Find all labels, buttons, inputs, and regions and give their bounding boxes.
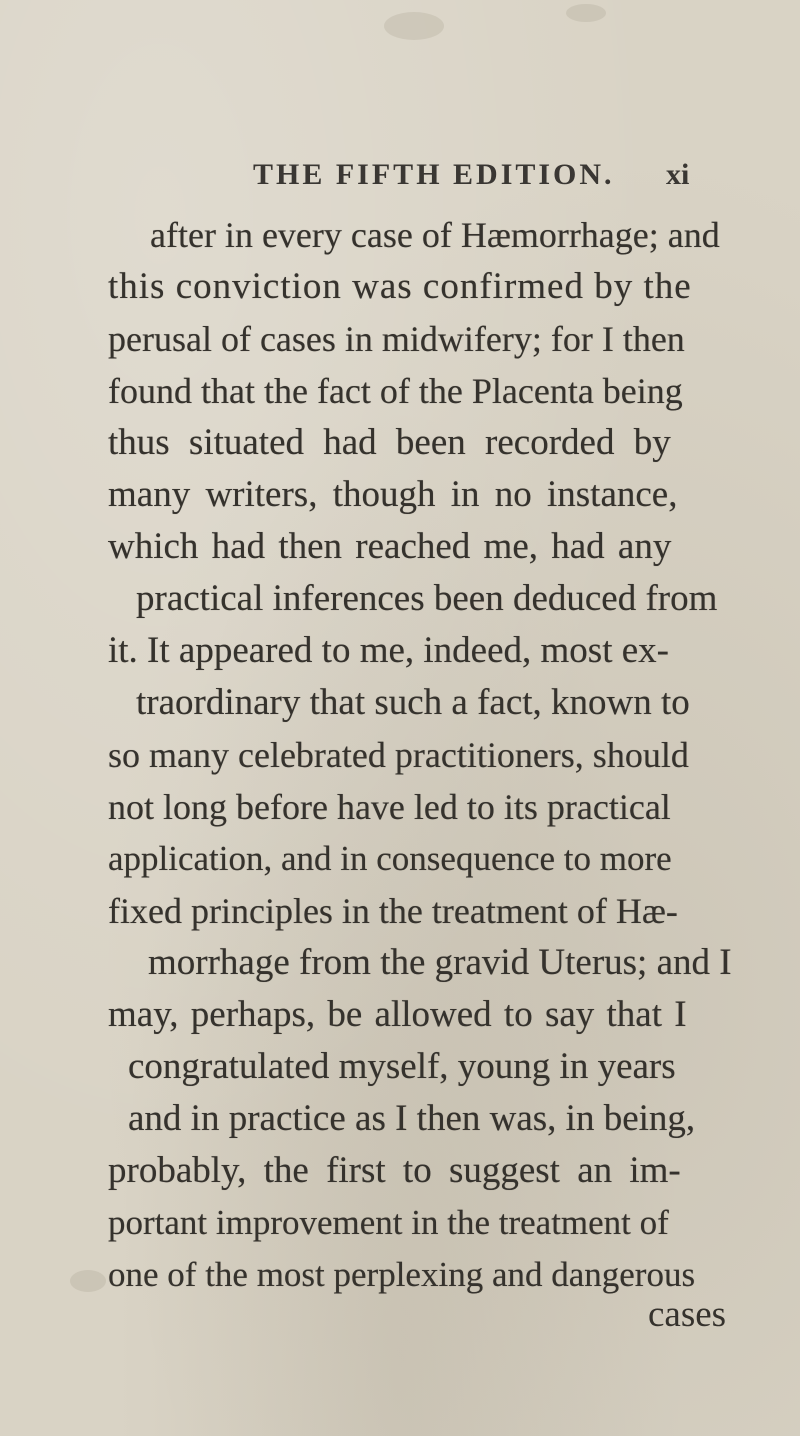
- catchword: cases: [648, 1294, 727, 1335]
- text-line: application, and in consequence to more: [108, 839, 672, 878]
- text-line: it. It appeared to me, indeed, most ex-: [108, 630, 669, 671]
- text-line: fixed principles in the treatment of Hæ-: [108, 891, 678, 931]
- text-line: many writers, though in no instance,: [108, 474, 678, 515]
- text-line: portant improvement in the treatment of: [108, 1203, 669, 1242]
- text-line: not long before have led to its practical: [108, 787, 671, 827]
- text-line: may, perhaps, be allowed to say that I: [108, 994, 687, 1035]
- running-head: [0, 158, 800, 198]
- text-line: practical inferences been deduced from: [136, 578, 718, 619]
- text-line: which had then reached me, had any: [108, 526, 672, 567]
- text-line: traordinary that such a fact, known to: [136, 682, 690, 723]
- paper-stain: [566, 4, 606, 22]
- running-title: THE FIFTH EDITION.: [253, 158, 615, 191]
- text-line: perusal of cases in midwifery; for I then: [108, 319, 685, 359]
- paper-stain: [70, 1270, 106, 1292]
- text-line: this conviction was confirmed by the: [108, 266, 692, 307]
- page-number: xi: [666, 158, 690, 191]
- text-line: congratulated myself, young in years: [128, 1046, 676, 1087]
- text-line: one of the most perplexing and dangerous: [108, 1255, 696, 1294]
- text-line: after in every case of Hæmorrhage; and: [150, 215, 720, 255]
- text-line: probably, the first to suggest an im-: [108, 1150, 681, 1191]
- text-line: found that the fact of the Placenta being: [108, 371, 683, 411]
- text-line: thus situated had been recorded by: [108, 422, 671, 463]
- text-line: and in practice as I then was, in being,: [128, 1098, 696, 1139]
- text-line: so many celebrated practitioners, should: [108, 735, 689, 775]
- text-line: morrhage from the gravid Uterus; and I: [148, 942, 732, 983]
- paper-stain: [384, 12, 444, 40]
